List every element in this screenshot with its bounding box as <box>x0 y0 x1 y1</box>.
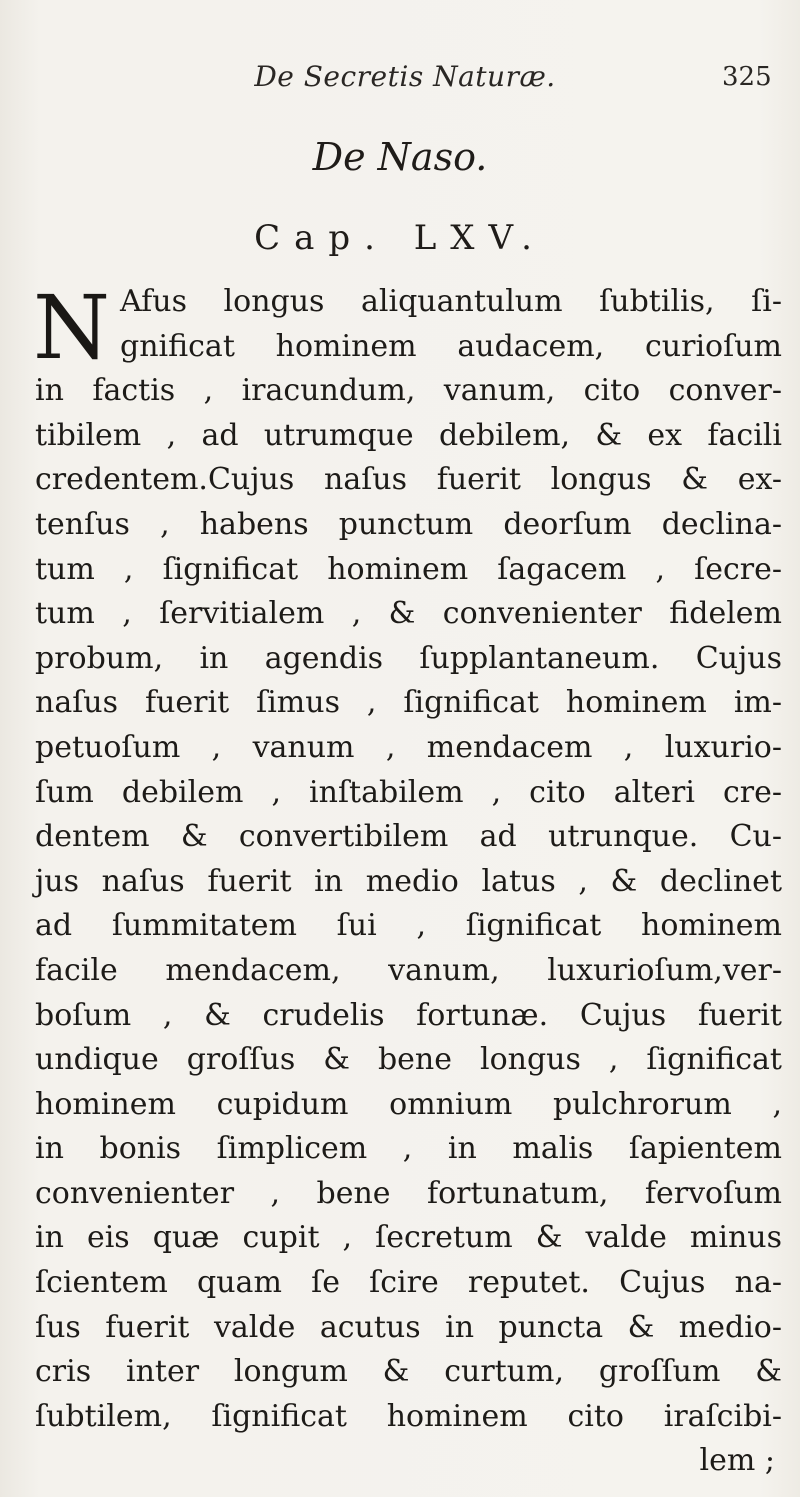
body-text <box>0 276 800 1484</box>
drop-cap: N <box>33 276 110 379</box>
chapter-heading: Cap. LXV. <box>254 218 546 258</box>
section-title: De Naso. <box>312 135 488 179</box>
page-number: 325 <box>722 62 772 92</box>
text-line: gnificat hominem audacem, curioſum <box>120 328 782 364</box>
text-line: ſcientem quam ſe ſcire reputet. Cujus na- <box>35 1265 782 1301</box>
text-line: Afus longus aliquantulum ſubtilis, ſi- <box>120 284 782 319</box>
text-line: hominem cupidum omnium pulchrorum , <box>35 1086 782 1122</box>
text-line: probum, in agendis ſupplantaneum. Cujus <box>35 640 782 676</box>
text-line: tenſus , habens punctum deorſum declina- <box>35 506 782 542</box>
text-line: cris inter longum & curtum, groſſum & <box>35 1354 782 1390</box>
text-line: in eis quæ cupit , ſecretum & valde minus <box>35 1220 782 1256</box>
text-line: ſubtilem, ſignificat hominem cito iraſcibi- <box>35 1398 782 1434</box>
text-line: ad ſummitatem ſui , ſignificat hominem <box>35 908 782 944</box>
running-title: De Secretis Naturæ. <box>254 60 556 93</box>
text-line: tum , ſignificat hominem ſagacem , ſecre- <box>35 551 782 587</box>
text-line: ſus fuerit valde acutus in puncta & medio- <box>35 1309 782 1345</box>
text-line: facile mendacem, vanum, luxurioſum,ver- <box>35 952 782 988</box>
text-line: naſus fuerit ſimus , ſignificat hominem im- <box>35 685 782 721</box>
text-line: petuoſum , vanum , mendacem , luxurio- <box>35 729 782 765</box>
text-line: boſum , & crudelis fortunæ. Cujus fuerit <box>35 997 782 1033</box>
text-line: tibilem , ad utrumque debilem, & ex facili <box>35 417 782 453</box>
text-line: undique groſſus & bene longus , ſignificat <box>35 1042 782 1078</box>
text-line: in factis , iracundum, vanum, cito conver- <box>35 373 782 409</box>
text-line: tum , ſervitialem , & convenienter fidelem <box>35 596 782 632</box>
text-line: ſum debilem , inſtabilem , cito alteri cre- <box>35 774 782 810</box>
text-line: dentem & convertibilem ad utrunque. Cu- <box>35 819 782 855</box>
text-line: jus naſus fuerit in medio latus , & declinet <box>35 863 782 899</box>
text-line: lem ; <box>699 1443 775 1479</box>
text-line: credentem.Cujus naſus fuerit longus & ex- <box>35 462 782 498</box>
text-line: in bonis ſimplicem , in malis ſapientem <box>35 1131 782 1167</box>
text-line: convenienter , bene fortunatum, fervoſum <box>35 1175 782 1211</box>
